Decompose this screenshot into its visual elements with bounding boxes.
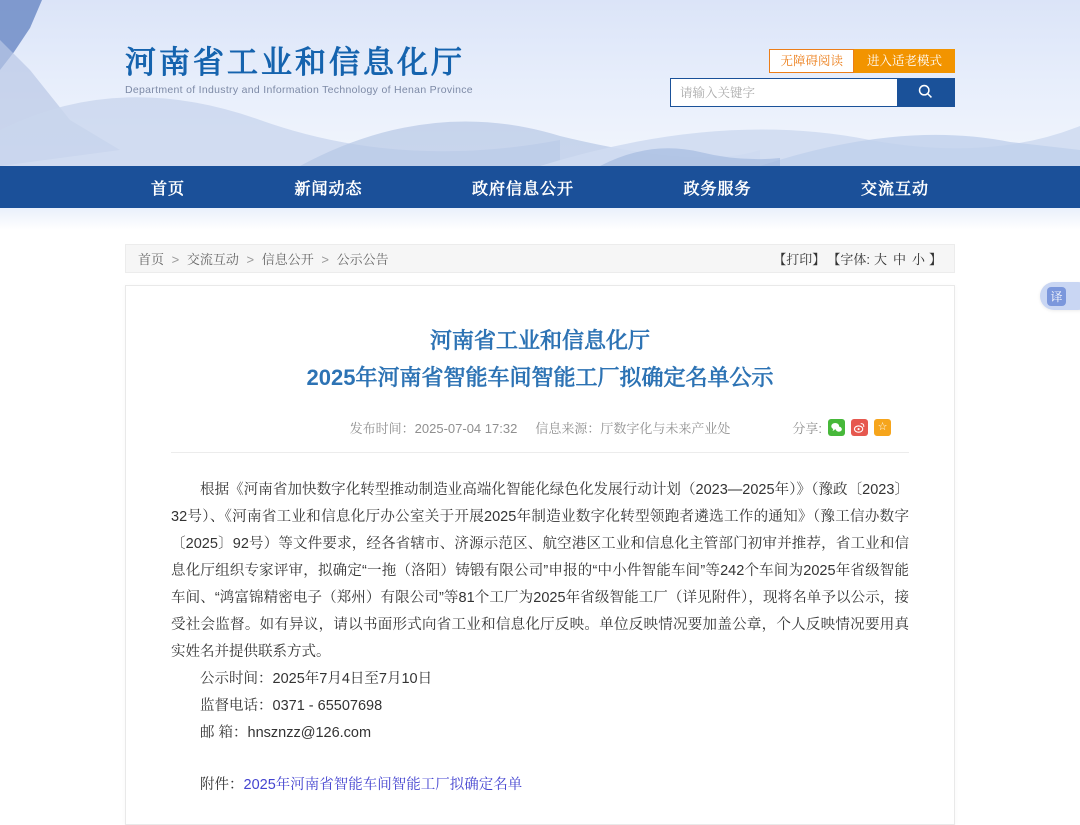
publish-time-label: 发布时间：	[349, 421, 415, 436]
article-panel	[125, 285, 955, 825]
site-logo-subtitle: Department of Industry and Information Technology of Henan Province	[125, 84, 473, 96]
search-input[interactable]	[671, 79, 897, 106]
accessibility-button[interactable]: 无障碍阅读	[769, 49, 854, 73]
notice-period-line: 公示时间：2025年7月4日至7月10日	[200, 671, 433, 687]
title-divider	[171, 452, 909, 453]
source-label: 信息来源：	[535, 421, 601, 436]
favorite-star-icon[interactable]: ☆	[874, 419, 891, 436]
breadcrumb-separator: >	[321, 252, 329, 267]
breadcrumb-home[interactable]: 首页	[138, 252, 165, 267]
article-title-line1: 河南省工业和信息化厅	[429, 328, 650, 353]
font-size-large[interactable]: 大	[873, 252, 887, 267]
breadcrumb-notices[interactable]: 公示公告	[336, 252, 389, 267]
share-label: 分享:	[792, 421, 822, 436]
breadcrumb-bar	[125, 244, 955, 273]
header-banner	[0, 0, 1080, 166]
nav-item-services[interactable]: 政务服务	[683, 180, 752, 198]
breadcrumb-separator: >	[246, 252, 255, 267]
search-button[interactable]	[897, 79, 954, 106]
font-size-label-close: 】	[928, 252, 942, 267]
search-icon	[917, 83, 934, 103]
article-title-line2: 2025年河南省智能车间智能工厂拟确定名单公示	[306, 365, 774, 390]
nav-item-interaction[interactable]: 交流互动	[860, 180, 929, 198]
font-size-label: 【字体:	[827, 252, 870, 267]
banner-fade	[0, 208, 1080, 230]
article-paragraph: 根据《河南省加快数字化转型推动制造业高端化智能化绿色化发展行动计划（2023—2025年）》（豫政〔2023〕32号）、《河南省工业和信息化厅办公室关于开展2025年制造业数字化转型领跑者遴选工作的通知》（豫工信办数字〔2025〕92号）等文件要求，经各省辖市、济源示范区、航空港区工业和信息化主管部门初审并推荐，省工业和信息化厅组织专家评审，拟确定“一拖（洛阳）铸锻有限公司”申报的“中小件智能车间”等242个车间为2025年省级智能车间、“鸿富锦精密电子（郑州）有限公司”等81个工厂为2025年省级智能工厂（详见附件），现将名单予以公示，接受社会监督。如有异议，请以书面形式向省工业和信息化厅反映。单位反映情况要加盖公章，个人反映情况要用真实姓名并提供联系方式。	[171, 482, 909, 660]
font-size-small[interactable]: 小	[911, 252, 925, 267]
print-button[interactable]: 【打印】	[773, 252, 826, 267]
nav-item-news[interactable]: 新闻动态	[294, 180, 363, 198]
breadcrumb-separator: >	[171, 252, 180, 267]
source-value: 厅数字化与未来产业处	[600, 421, 731, 436]
weibo-share-icon[interactable]	[851, 419, 868, 436]
translate-icon: 译	[1047, 287, 1066, 306]
search-box	[670, 78, 955, 107]
nav-item-gov-info[interactable]: 政府信息公开	[471, 180, 574, 198]
breadcrumb	[138, 249, 393, 268]
page-title	[171, 322, 909, 396]
breadcrumb-info-disclosure[interactable]: 信息公开	[261, 252, 314, 267]
attachment-label: 附件：	[200, 777, 244, 793]
site-logo[interactable]	[125, 46, 473, 96]
publish-time: 2025-07-04 17:32	[414, 421, 518, 436]
email-line: 邮 箱：hnsznzz@126.com	[200, 725, 372, 741]
font-size-medium[interactable]: 中	[892, 252, 906, 267]
site-logo-title: 河南省工业和信息化厅	[125, 45, 465, 80]
attachment-row	[171, 773, 909, 794]
article-body	[171, 477, 909, 747]
wechat-share-icon[interactable]	[828, 419, 845, 436]
attachment-link[interactable]: 2025年河南省智能车间智能工厂拟确定名单	[243, 777, 523, 793]
main-navigation	[0, 166, 1080, 208]
supervision-phone-line: 监督电话：0371 - 65507698	[200, 698, 383, 714]
elder-mode-button[interactable]: 进入适老模式	[854, 49, 955, 73]
nav-item-home[interactable]: 首页	[151, 180, 186, 198]
breadcrumb-interaction[interactable]: 交流互动	[186, 252, 239, 267]
translate-widget[interactable]	[1040, 282, 1080, 310]
